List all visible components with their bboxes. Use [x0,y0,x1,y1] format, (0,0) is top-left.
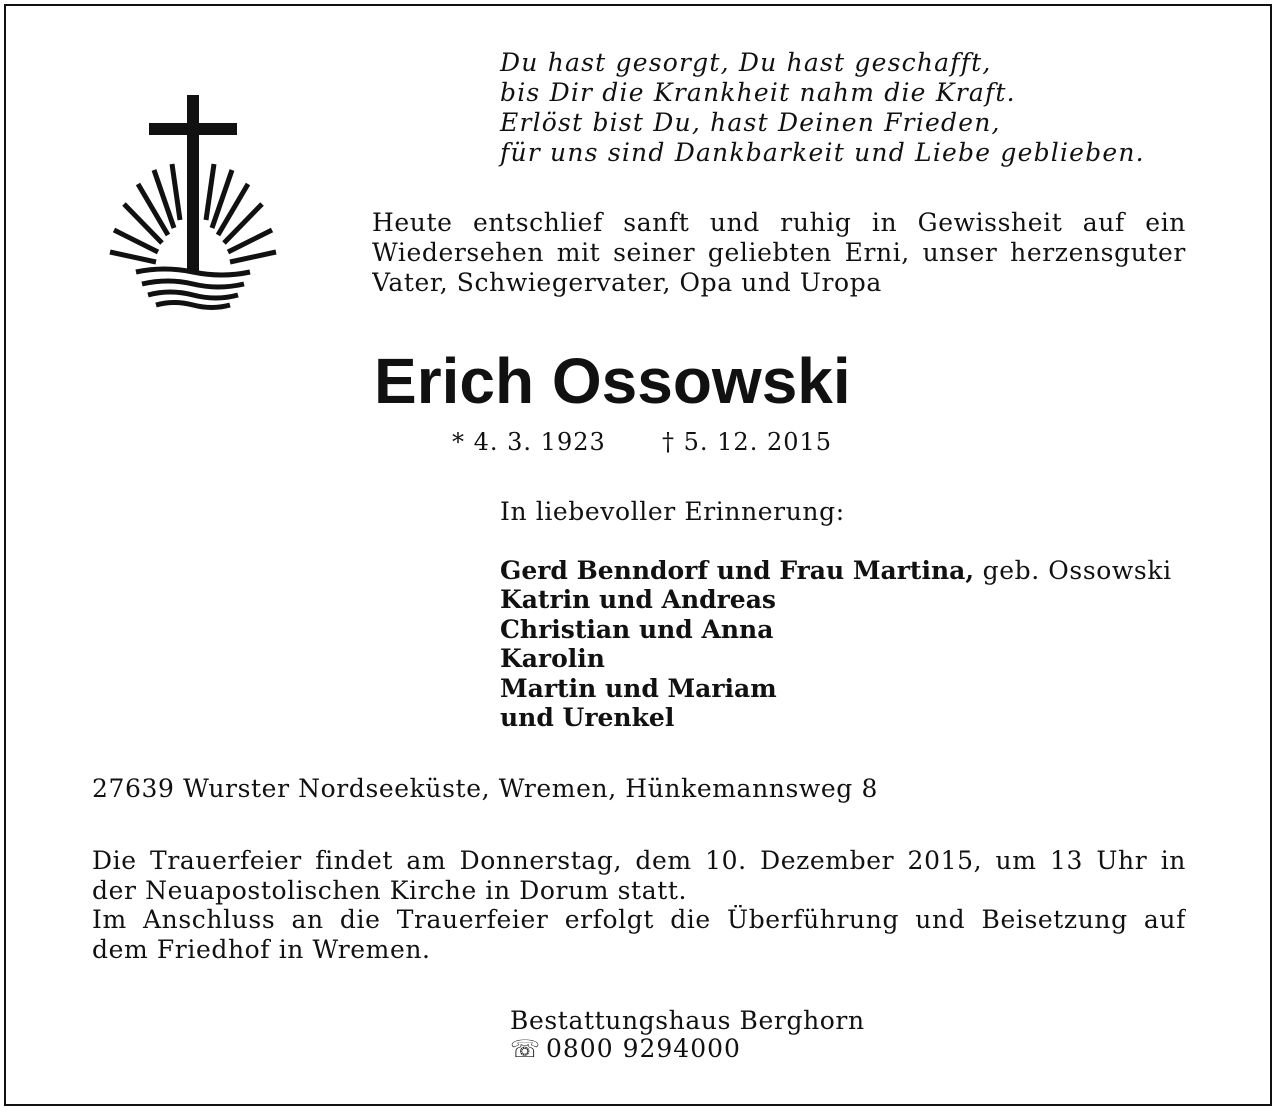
family-list [500,556,1172,732]
poem [500,48,1220,168]
family-member-name: Katrin und Andreas [500,585,776,615]
family-member [500,615,1172,644]
phone-number: 0800 9294000 [546,1034,741,1063]
poem-line: Erlöst bist Du, hast Deinen Frieden, [500,108,1001,137]
ceremony-line: Im Anschluss an die Trauerfeier erfolgt die Überführung und Beisetzung auf [92,905,1186,935]
family-member-name: und Urenkel [500,703,675,733]
family-member [500,703,1172,732]
poem-line: bis Dir die Krankheit nahm die Kraft. [500,78,1016,107]
birth-date: * 4. 3. 1923 [452,428,606,456]
undertaker-phone [510,1034,741,1064]
family-member-name: Martin und Mariam [500,673,777,703]
poem-line: Du hast gesorgt, Du hast geschafft, [500,48,992,77]
ceremony-line: der Neuapostolischen Kirche in Dorum statt. [92,875,688,905]
poem-line: für uns sind Dankbarkeit und Liebe geblieben. [500,138,1145,167]
family-member-name: Gerd Benndorf und Frau Martina, [500,556,975,585]
remembrance-heading: In liebevoller Erinnerung: [500,497,845,526]
family-member-name: Christian und Anna [500,614,774,644]
ceremony-line: Die Trauerfeier findet am Donnerstag, dem 10. Dezember 2015, um 13 Uhr in [92,846,1186,875]
telephone-icon: ☏ [510,1035,542,1063]
deceased-name: Erich Ossowski [374,345,851,417]
family-member [500,585,1172,614]
family-address: 27639 Wurster Nordseeküste, Wremen, Hünkemannsweg 8 [92,774,878,803]
announcement-line: Vater, Schwiegervater, Opa und Uropa [372,268,882,297]
announcement-line: Wiedersehen mit seiner geliebten Erni, unser herzensguter [372,238,1186,267]
family-member [500,644,1172,673]
family-member [500,556,1172,585]
cross-with-rays-and-waves-icon [108,92,278,312]
announcement-line: Heute entschlief sanft und ruhig in Gewissheit auf ein [372,208,1186,237]
family-member-note: geb. Ossowski [974,556,1172,585]
family-member [500,674,1172,703]
undertaker-name: Bestattungshaus Berghorn [510,1006,865,1035]
announcement-text [372,208,1186,298]
ceremony-line: dem Friedhof in Wremen. [92,934,431,964]
death-date: † 5. 12. 2015 [662,428,833,456]
family-member-name: Karolin [500,644,605,674]
ceremony-text [92,846,1186,964]
